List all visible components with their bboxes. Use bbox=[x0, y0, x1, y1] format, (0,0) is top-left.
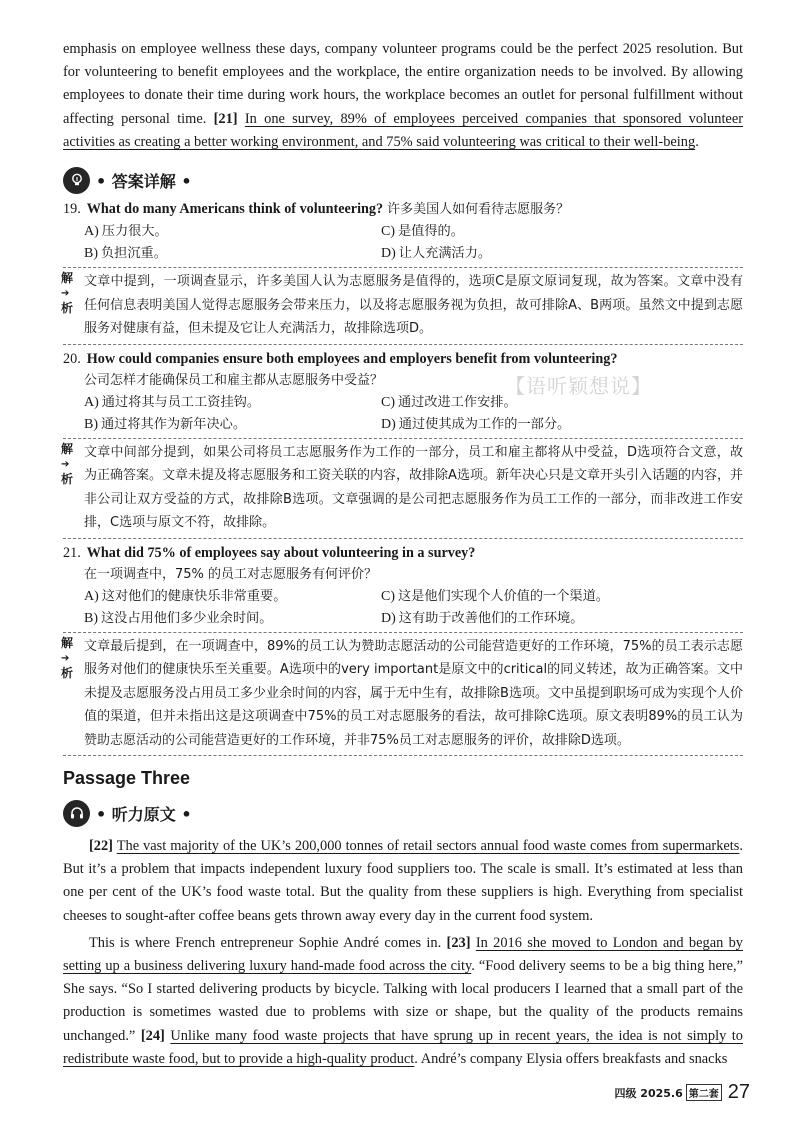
analysis-label-bottom: 析 bbox=[61, 301, 74, 316]
option-letter: B) bbox=[84, 610, 98, 626]
paragraph-text: This is where French entrepreneur Sophie André comes in. bbox=[89, 934, 447, 951]
analysis-label bbox=[61, 636, 76, 680]
option-letter: C) bbox=[381, 224, 395, 240]
question-number: 20. bbox=[63, 350, 81, 367]
analysis-text: 文章最后提到，在一项调查中，89%的员工认为赞助志愿活动的公司能营造更好的工作环境，75%的员工表示志愿服务对他们的健康快乐至关重要。A选项中的very important是原文中的critical的同义转述，故为正确答案。文中未提及志愿服务没占用员工多少业余时间的内容，属于无中生有，故排除B选项。文中虽提到职场可成为实现个人价值的渠道，但并未指出这是这项调查中75%的员工对志愿服务的看法，故可排除C选项。原文表明89%的员工认为赞助志愿活动的公司能营造更好的工作环境，并非75%员工对志愿服务的评价，故排除D选项。 bbox=[84, 638, 743, 748]
option-text: 这对他们的健康快乐非常重要。 bbox=[101, 588, 287, 604]
option-letter: A) bbox=[84, 394, 99, 410]
arrow-icon: ➔ bbox=[61, 652, 70, 664]
option-text: 通过将其作为新年决心。 bbox=[101, 416, 247, 432]
analysis-label-bottom: 析 bbox=[61, 471, 74, 486]
question-number: 19. bbox=[63, 201, 81, 218]
option-b bbox=[84, 414, 381, 436]
question-en: What did 75% of employees say about volunteering in a survey? bbox=[86, 544, 476, 561]
option-letter: B) bbox=[84, 416, 98, 432]
passage-title: Passage Three bbox=[63, 768, 191, 789]
option-letter: C) bbox=[381, 394, 395, 410]
analysis-label-top: 解 bbox=[61, 271, 74, 286]
option-text: 通过将其与员工工资挂钩。 bbox=[101, 394, 261, 410]
analysis-label-top: 解 bbox=[61, 635, 74, 650]
intro-paragraph bbox=[63, 38, 743, 154]
transcript-section-title: • 听力原文 • bbox=[96, 804, 192, 824]
question-number: 21. bbox=[63, 544, 81, 561]
options bbox=[63, 221, 743, 265]
transcript-paragraph-2 bbox=[63, 932, 743, 1071]
option-letter: B) bbox=[84, 246, 98, 262]
question-cn: 许多美国人如何看待志愿服务？ bbox=[387, 202, 570, 218]
question-en: How could companies ensure both employees and employers benefit from volunteering? bbox=[86, 350, 618, 367]
page-number: 27 bbox=[727, 1081, 750, 1103]
paragraph-text: . But it’s a problem that impacts independent luxury food suppliers too. The scale is small. It’s estimated at less than one per cent of the UK’s food waste total. But the quality from these suppliers is high. Everything from specialist cheeses to sought-after coffee beans gets thrown away every day in the current food system. bbox=[63, 838, 743, 924]
question-line bbox=[63, 198, 743, 221]
transcript-paragraph-1 bbox=[63, 835, 743, 928]
ref-marker-21: [21] bbox=[213, 110, 238, 127]
watermark: 【语听颖想说】 bbox=[505, 374, 652, 398]
arrow-icon: ➔ bbox=[61, 458, 70, 470]
paragraph-text: . “Food delivery seems to be a big thing here,” She says. “So I started delivering products by bicycle. Talking with local producers I learned that a small part of the production is sometimes wasted due to problems with size or shape, but the quality of the products remains unchanged.” bbox=[63, 958, 744, 1044]
option-letter: D) bbox=[381, 246, 396, 262]
question-cn: 公司怎样才能确保员工和雇主都从志愿服务中受益？ bbox=[84, 372, 384, 388]
analysis-box bbox=[63, 632, 743, 757]
footer-section: 第二套 bbox=[686, 1084, 722, 1101]
option-text: 这没占用他们多少业余时间。 bbox=[101, 610, 273, 626]
analysis-box bbox=[63, 438, 743, 539]
question-cn: 在一项调查中，75% 的员工对志愿服务有何评价？ bbox=[84, 566, 378, 582]
headphones-icon bbox=[63, 800, 90, 827]
question-21 bbox=[63, 542, 743, 757]
underlined-answer-21: In one survey, 89% of employees perceived companies that sponsored volunteer activities as creating a better working environment, and 75% said volunteering was critical to their well-being bbox=[63, 110, 744, 150]
option-a bbox=[84, 586, 381, 608]
paragraph-text: . André’s company Elysia offers breakfasts and snacks bbox=[414, 1050, 728, 1067]
option-text: 通过使其成为工作的一部分。 bbox=[398, 416, 571, 432]
intro-text: emphasis on employee wellness these days, company volunteer programs could be the perfect 2025 resolution. But for volunteering to benefit employees and the workplace, the entire organization needs to be involved. By allowing employees to donate their time during work hours, the workplace becomes an outlet for personal fulfillment without affecting personal time. bbox=[63, 41, 743, 127]
option-text: 是值得的。 bbox=[398, 224, 464, 240]
footer-label: 四级 2025.6 bbox=[614, 1086, 683, 1100]
question-en: What do many Americans think of volunteering? bbox=[86, 201, 384, 218]
answers-section-header bbox=[63, 163, 743, 197]
option-d bbox=[381, 243, 721, 265]
underlined-answer-24: Unlike many food waste projects that have sprung up in recent years, the idea is not simply to redistribute waste food, but to provide a high-quality product bbox=[63, 1027, 743, 1067]
option-text: 这是他们实现个人价值的一个渠道。 bbox=[398, 588, 609, 604]
analysis-box bbox=[63, 267, 743, 345]
option-text: 负担沉重。 bbox=[101, 246, 167, 262]
transcript-section-header bbox=[63, 796, 743, 830]
option-d bbox=[381, 414, 721, 436]
analysis-label bbox=[61, 442, 76, 486]
option-b bbox=[84, 608, 381, 630]
option-a bbox=[84, 392, 381, 414]
option-b bbox=[84, 243, 381, 265]
option-text: 压力很大。 bbox=[101, 224, 168, 240]
option-a bbox=[84, 221, 381, 243]
option-letter: C) bbox=[381, 588, 395, 604]
arrow-icon: ➔ bbox=[61, 288, 70, 300]
underlined-answer-22: The vast majority of the UK’s 200,000 tonnes of retail sectors annual food waste comes from supermarkets bbox=[116, 838, 740, 855]
lightbulb-icon bbox=[63, 167, 90, 194]
question-line bbox=[63, 348, 743, 370]
question-line bbox=[63, 542, 743, 564]
options bbox=[63, 586, 743, 630]
ref-marker-24: [24] bbox=[140, 1027, 165, 1044]
option-letter: A) bbox=[84, 224, 99, 240]
question-19 bbox=[63, 198, 743, 345]
option-c bbox=[381, 586, 721, 608]
option-letter: D) bbox=[381, 610, 396, 626]
option-text: 这有助于改善他们的工作环境。 bbox=[398, 610, 584, 626]
option-text: 通过改进工作安排。 bbox=[398, 394, 517, 410]
page-content bbox=[63, 38, 743, 1071]
ref-marker-23: [23] bbox=[446, 934, 471, 951]
option-text: 让人充满活力。 bbox=[398, 246, 492, 262]
option-c bbox=[381, 221, 721, 243]
analysis-label-top: 解 bbox=[61, 441, 74, 456]
underlined-answer-23: In 2016 she moved to London and began by setting up a business delivering luxury hand-made food across the city bbox=[63, 934, 743, 975]
page-footer bbox=[614, 1081, 750, 1104]
analysis-text: 文章中间部分提到，如果公司将员工志愿服务作为工作的一部分，员工和雇主都将从中受益，D选项符合文意，故为正确答案。文章未提及将志愿服务和工资关联的内容，故排除A选项。新年决心只是文章开头引入话题的内容，并非公司让双方受益的方式，故排除B选项。文章强调的是公司把志愿服务作为员工工作的一部分，而非改进工作安排，C选项与原文不符，故排除。 bbox=[84, 444, 743, 531]
analysis-label-bottom: 析 bbox=[61, 665, 74, 680]
option-d bbox=[381, 608, 721, 630]
analysis-label bbox=[61, 271, 76, 315]
intro-end: . bbox=[695, 133, 699, 150]
answers-section-title: • 答案详解 • bbox=[96, 171, 192, 191]
option-letter: D) bbox=[381, 416, 396, 432]
analysis-text: 文章中提到，一项调查显示，许多美国人认为志愿服务是值得的，选项C是原文原词复现，故为答案。文章中没有任何信息表明美国人觉得志愿服务会带来压力，以及将志愿服务视为负担，故可排除A、B两项。虽然文中提到志愿服务对健康有益，但未提及它让人充满活力，故排除选项D。 bbox=[84, 274, 743, 337]
option-letter: A) bbox=[84, 588, 99, 604]
ref-marker-22: [22] bbox=[89, 838, 113, 855]
